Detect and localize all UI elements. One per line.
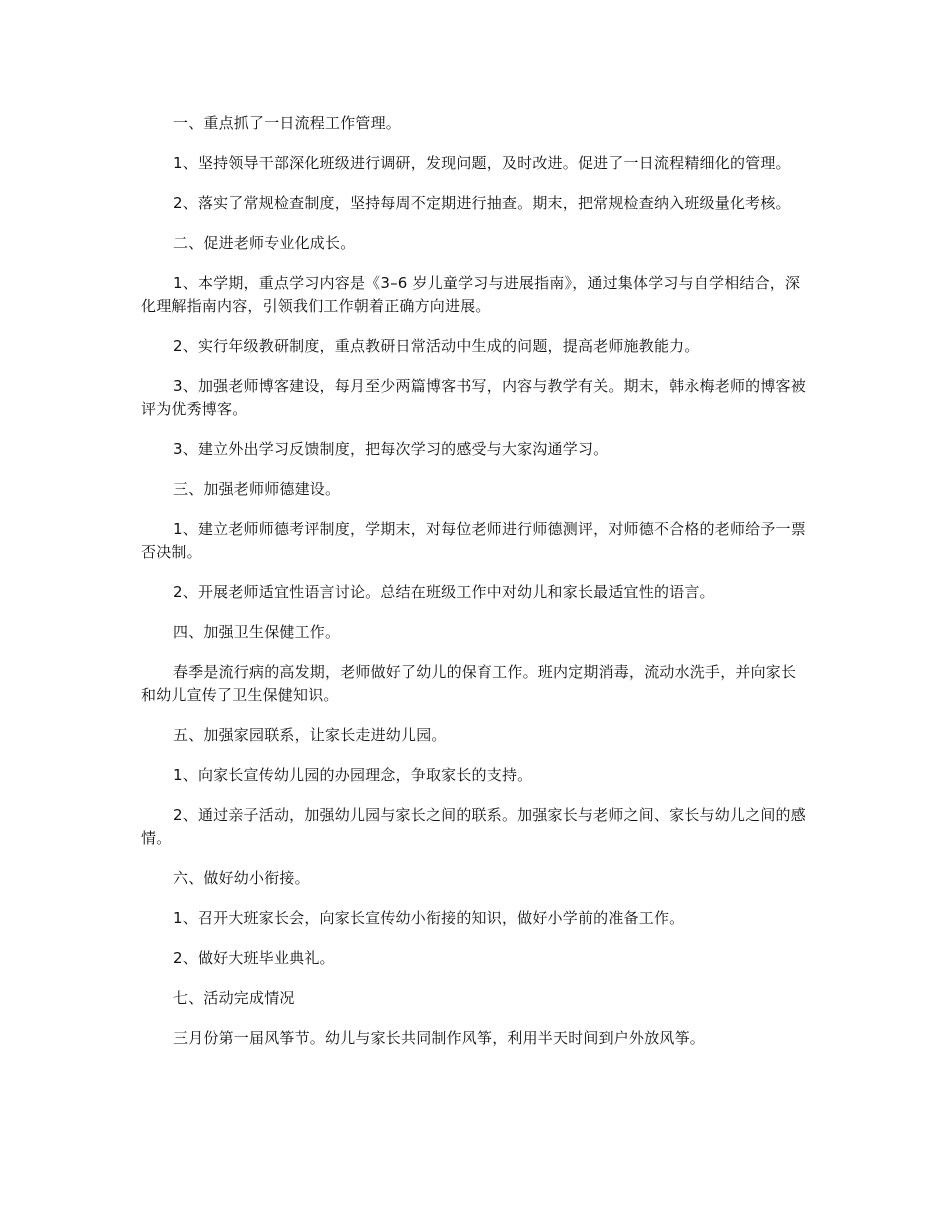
section-heading: 五、加强家园联系，让家长走进幼儿园。 (173, 726, 447, 744)
section-heading: 四、加强卫生保健工作。 (173, 623, 341, 641)
paragraph: 1、建立老师师德考评制度，学期末，对每位老师进行师德测评，对师德不合格的老师给予一票否决制。 (141, 520, 806, 561)
paragraph: 3、加强老师博客建设，每月至少两篇博客书写，内容与教学有关。期末，韩永梅老师的博客被评为优秀博客。 (141, 377, 806, 418)
paragraph: 1、召开大班家长会，向家长宣传幼小衔接的知识，做好小学前的准备工作。 (173, 909, 685, 927)
paragraph: 1、向家长宣传幼儿园的办园理念，争取家长的支持。 (173, 766, 533, 784)
document-body (141, 112, 809, 1067)
section-heading: 三、加强老师师德建设。 (173, 480, 341, 498)
paragraph: 春季是流行病的高发期，老师做好了幼儿的保育工作。班内定期消毒，流动水洗手，并向家长和幼儿宣传了卫生保健知识。 (141, 663, 797, 704)
paragraph: 1、本学期，重点学习内容是《3–6 岁儿童学习与进展指南》，通过集体学习与自学相结合，深化理解指南内容，引领我们工作朝着正确方向进展。 (141, 274, 801, 315)
paragraph: 1、坚持领导干部深化班级进行调研，发现问题，及时改进。促进了一日流程精细化的管理。 (173, 154, 791, 172)
paragraph: 2、开展老师适宜性语言讨论。总结在班级工作中对幼儿和家长最适宜性的语言。 (173, 583, 715, 601)
paragraph: 2、实行年级教研制度，重点教研日常活动中生成的问题，提高老师施教能力。 (173, 337, 700, 355)
paragraph: 2、落实了常规检查制度，坚持每周不定期进行抽查。期末，把常规检查纳入班级量化考核。 (173, 194, 791, 212)
section-heading: 一、重点抓了一日流程工作管理。 (173, 114, 402, 132)
paragraph: 2、做好大班毕业典礼。 (173, 949, 335, 967)
paragraph: 2、通过亲子活动，加强幼儿园与家长之间的联系。加强家长与老师之间、家长与幼儿之间的感情。 (141, 806, 806, 847)
paragraph: 三月份第一届风筝节。幼儿与家长共同制作风筝，利用半天时间到户外放风筝。 (173, 1029, 706, 1047)
paragraph: 3、建立外出学习反馈制度，把每次学习的感受与大家沟通学习。 (173, 440, 609, 458)
section-heading: 六、做好幼小衔接。 (173, 869, 310, 887)
section-heading: 二、促进老师专业化成长。 (173, 234, 356, 252)
section-heading: 七、活动完成情况 (173, 989, 295, 1007)
